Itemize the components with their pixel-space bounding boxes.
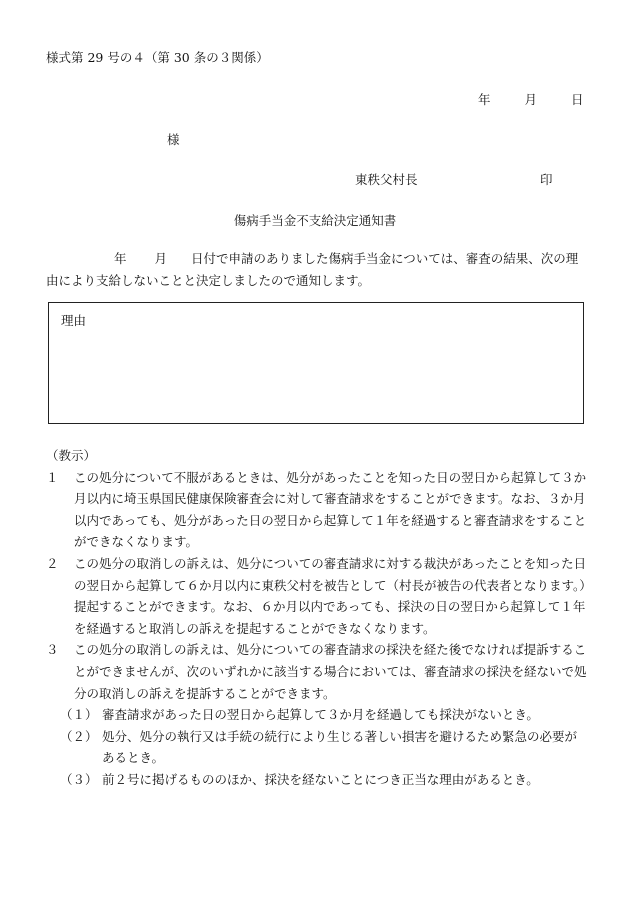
seal-mark: 印: [540, 172, 553, 187]
date-day-label: 日: [570, 92, 584, 107]
intro-month-label: 月: [154, 251, 168, 266]
date-year-label: 年: [478, 92, 491, 107]
notice-section: [46, 445, 588, 791]
date-line: [478, 90, 583, 108]
document-title: 傷病手当金不支給決定通知書: [233, 213, 397, 228]
notice-item-text: この処分について不服があるときは、処分があったことを知った日の翌日から起算して３か月以内に埼玉県国民健康保険審査会に対して審査請求をすることができます。なお、３か月以内であっても、処分があった日の翌日から起算して１年を経過すると審査請求をすることができなくなります。: [74, 469, 587, 550]
intro-paragraph: [46, 248, 586, 292]
date-month-label: 月: [524, 92, 537, 107]
notice-subitem: [60, 704, 588, 726]
notice-item: [46, 553, 588, 639]
notice-item-number: ３: [46, 642, 59, 658]
notice-item-number: ２: [46, 555, 59, 571]
intro-year-label: 年: [114, 251, 127, 266]
reason-box: [48, 302, 584, 424]
notice-subitem: [60, 769, 588, 791]
notice-item: [46, 639, 588, 704]
notice-item-text: この処分の取消しの訴えは、処分についての審査請求の採決を経た後でなければ提訴することができませんが、次のいずれかに該当する場合においては、審査請求の採決を経ないで処分の取消しの訴えを提訴することができます。: [74, 642, 587, 701]
notice-subitem-number: （１）: [60, 707, 98, 723]
notice-subitem-text: 前２号に掲げるもののほか、採決を経ないことにつき正当な理由があるとき。: [102, 771, 539, 787]
intro-text: 日付で申請のありました傷病手当金については、審査の結果、次の理由により支給しないことと決定しましたので通知します。: [46, 251, 579, 288]
notice-subitem: [60, 726, 588, 769]
notice-subitem-number: （２）: [60, 728, 98, 744]
notice-subitem-number: （３）: [60, 771, 98, 787]
issuer-name: 東秩父村長: [355, 172, 418, 187]
reason-label: 理由: [61, 313, 87, 328]
notice-subitem-text: 処分、処分の執行又は手続の続行により生じる著しい損害を避けるため緊急の必要があるとき。: [102, 728, 578, 766]
notice-subitem-text: 審査請求があった日の翌日から起算して３か月を経過しても採決がないとき。: [102, 707, 539, 723]
notice-item-text: この処分の取消しの訴えは、処分についての審査請求に対する裁決があったことを知った日の翌日から起算して６か月以内に東秩父村を被告として（村長が被告の代表者となります。）提起することができます。なお、６か月以内であっても、採決の日の翌日から起算して１年を経過すると取消しの訴えを提起することができなくなります。: [74, 555, 587, 636]
addressee-suffix: 様: [167, 132, 180, 147]
notice-item-number: １: [46, 469, 59, 485]
notice-heading: （教示）: [46, 448, 97, 463]
notice-item: [46, 467, 588, 553]
form-number: 様式第 29 号の４（第 30 条の３関係）: [46, 50, 269, 65]
